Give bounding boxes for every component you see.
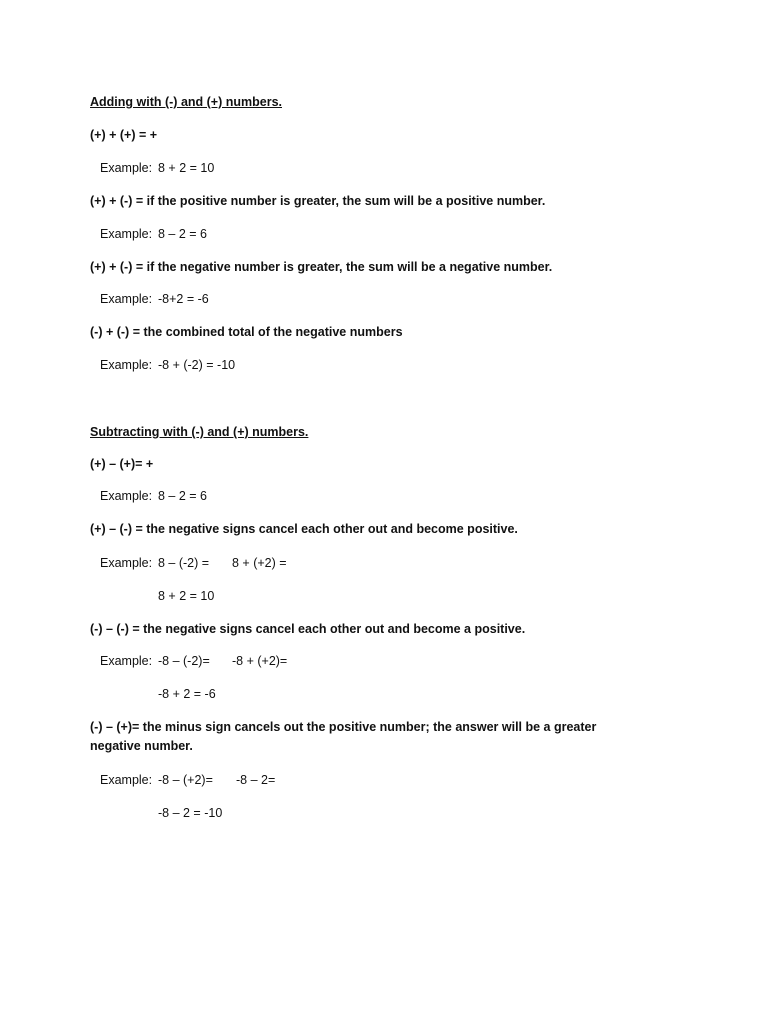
adding-example-1 xyxy=(100,160,214,176)
adding-example-3 xyxy=(100,291,209,307)
example-label: Example: xyxy=(100,358,153,372)
example-label: Example: xyxy=(100,227,153,241)
subtracting-example-1 xyxy=(100,488,207,504)
subtracting-example-4 xyxy=(100,772,213,788)
example-label: Example: xyxy=(100,556,153,570)
subtracting-rule-2: (+) – (-) = the negative signs cancel each other out and become positive. xyxy=(90,522,518,536)
subtracting-rule-1: (+) – (+)= + xyxy=(90,457,154,471)
subtracting-result-2: 8 + 2 = 10 xyxy=(158,589,215,603)
adding-rule-4: (-) + (-) = the combined total of the negative numbers xyxy=(90,325,403,339)
adding-heading: Adding with (-) and (+) numbers. xyxy=(90,95,282,109)
example-expression: -8 + (-2) = -10 xyxy=(158,358,236,372)
example-label: Example: xyxy=(100,773,153,787)
subtracting-result-4: -8 – 2 = -10 xyxy=(158,806,223,820)
adding-rule-3: (+) + (-) = if the negative number is greater, the sum will be a negative number. xyxy=(90,260,553,274)
example-label: Example: xyxy=(100,654,153,668)
subtracting-rule-3: (-) – (-) = the negative signs cancel each other out and become a positive. xyxy=(90,622,526,636)
example-expression: 8 + 2 = 10 xyxy=(158,161,215,175)
adding-example-2 xyxy=(100,226,207,242)
adding-rule-2: (+) + (-) = if the positive number is greater, the sum will be a positive number. xyxy=(90,194,546,208)
adding-example-4 xyxy=(100,357,235,373)
example-expression: 8 – (-2) = xyxy=(158,556,210,570)
example-expression: -8 – (+2)= xyxy=(158,773,213,787)
adding-rule-1: (+) + (+) = + xyxy=(90,128,158,142)
subtracting-example-2 xyxy=(100,555,209,571)
subtracting-result-3: -8 + 2 = -6 xyxy=(158,687,216,701)
subtracting-heading: Subtracting with (-) and (+) numbers. xyxy=(90,425,309,439)
subtracting-rule-4: (-) – (+)= the minus sign cancels out the positive number; the answer will be a greater negative number. xyxy=(90,720,597,753)
example-label: Example: xyxy=(100,489,153,503)
example-expression: 8 – 2 = 6 xyxy=(158,227,207,241)
subtracting-example-3 xyxy=(100,653,210,669)
example-expression: -8 – (-2)= xyxy=(158,654,210,668)
subtracting-example-4-alt: -8 – 2= xyxy=(236,773,276,787)
example-expression: -8+2 = -6 xyxy=(158,292,209,306)
example-label: Example: xyxy=(100,161,153,175)
subtracting-example-3-alt: -8 + (+2)= xyxy=(232,654,288,668)
example-expression: 8 – 2 = 6 xyxy=(158,489,207,503)
subtracting-example-2-alt: 8 + (+2) = xyxy=(232,556,287,570)
example-label: Example: xyxy=(100,292,153,306)
